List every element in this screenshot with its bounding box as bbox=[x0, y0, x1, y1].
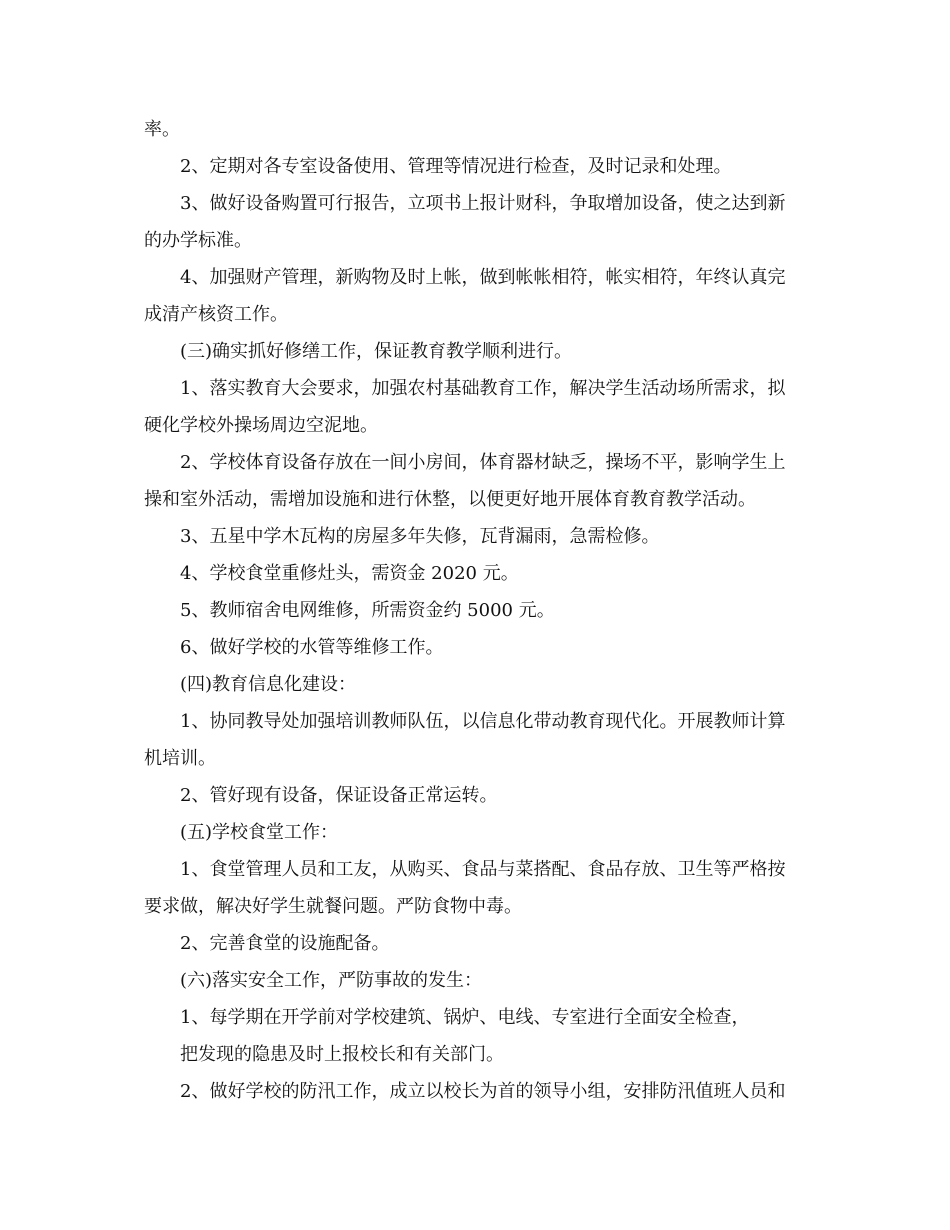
document-line: 5、教师宿舍电网维修，所需资金约 5000 元。 bbox=[180, 600, 555, 621]
document-line: 1、协同教导处加强培训教师队伍，以信息化带动教育现代化。开展教师计算 bbox=[180, 711, 786, 732]
document-line: 硬化学校外操场周边空泥地。 bbox=[144, 415, 378, 436]
document-line: 操和室外活动，需增加设施和进行休整，以便更好地开展体育教育教学活动。 bbox=[144, 489, 756, 510]
document-line: 1、每学期在开学前对学校建筑、锅炉、电线、专室进行全面安全检查， bbox=[180, 1007, 750, 1028]
document-line: 要求做，解决好学生就餐问题。严防食物中毒。 bbox=[144, 896, 522, 917]
document-line: 2、完善食堂的设施配备。 bbox=[180, 933, 390, 954]
document-line: 的办学标准。 bbox=[144, 230, 252, 251]
document-line: 2、定期对各专室设备使用、管理等情况进行检查，及时记录和处理。 bbox=[180, 156, 732, 177]
document-line: 4、加强财产管理，新购物及时上帐，做到帐帐相符，帐实相符，年终认真完 bbox=[180, 267, 786, 288]
document-line: 3、做好设备购置可行报告，立项书上报计财科，争取增加设备，使之达到新 bbox=[180, 193, 786, 214]
document-line: 率。 bbox=[144, 119, 180, 140]
document-line: 3、五星中学木瓦构的房屋多年失修，瓦背漏雨，急需检修。 bbox=[180, 526, 660, 547]
document-line: (五)学校食堂工作： bbox=[180, 822, 339, 843]
document-line: 成清产核资工作。 bbox=[144, 304, 288, 325]
document-line: 2、管好现有设备，保证设备正常运转。 bbox=[180, 785, 498, 806]
document-line: 1、食堂管理人员和工友，从购买、食品与菜搭配、食品存放、卫生等严格按 bbox=[180, 859, 786, 880]
document-line: 2、做好学校的防汛工作，成立以校长为首的领导小组，安排防汛值班人员和 bbox=[180, 1081, 786, 1102]
document-line: 2、学校体育设备存放在一间小房间，体育器材缺乏，操场不平，影响学生上 bbox=[180, 452, 786, 473]
document-line: 4、学校食堂重修灶头，需资金 2020 元。 bbox=[180, 563, 519, 584]
document-line: 6、做好学校的水管等维修工作。 bbox=[180, 637, 444, 658]
document-line: (四)教育信息化建设： bbox=[180, 674, 357, 695]
document-line: 1、落实教育大会要求，加强农村基础教育工作，解决学生活动场所需求，拟 bbox=[180, 378, 786, 399]
document-line: 机培训。 bbox=[144, 748, 216, 769]
document-line: 把发现的隐患及时上报校长和有关部门。 bbox=[180, 1044, 504, 1065]
document-line: (六)落实安全工作，严防事故的发生： bbox=[180, 970, 483, 991]
document-body bbox=[144, 111, 810, 1110]
document-line: (三)确实抓好修缮工作，保证教育教学顺利进行。 bbox=[180, 341, 573, 362]
